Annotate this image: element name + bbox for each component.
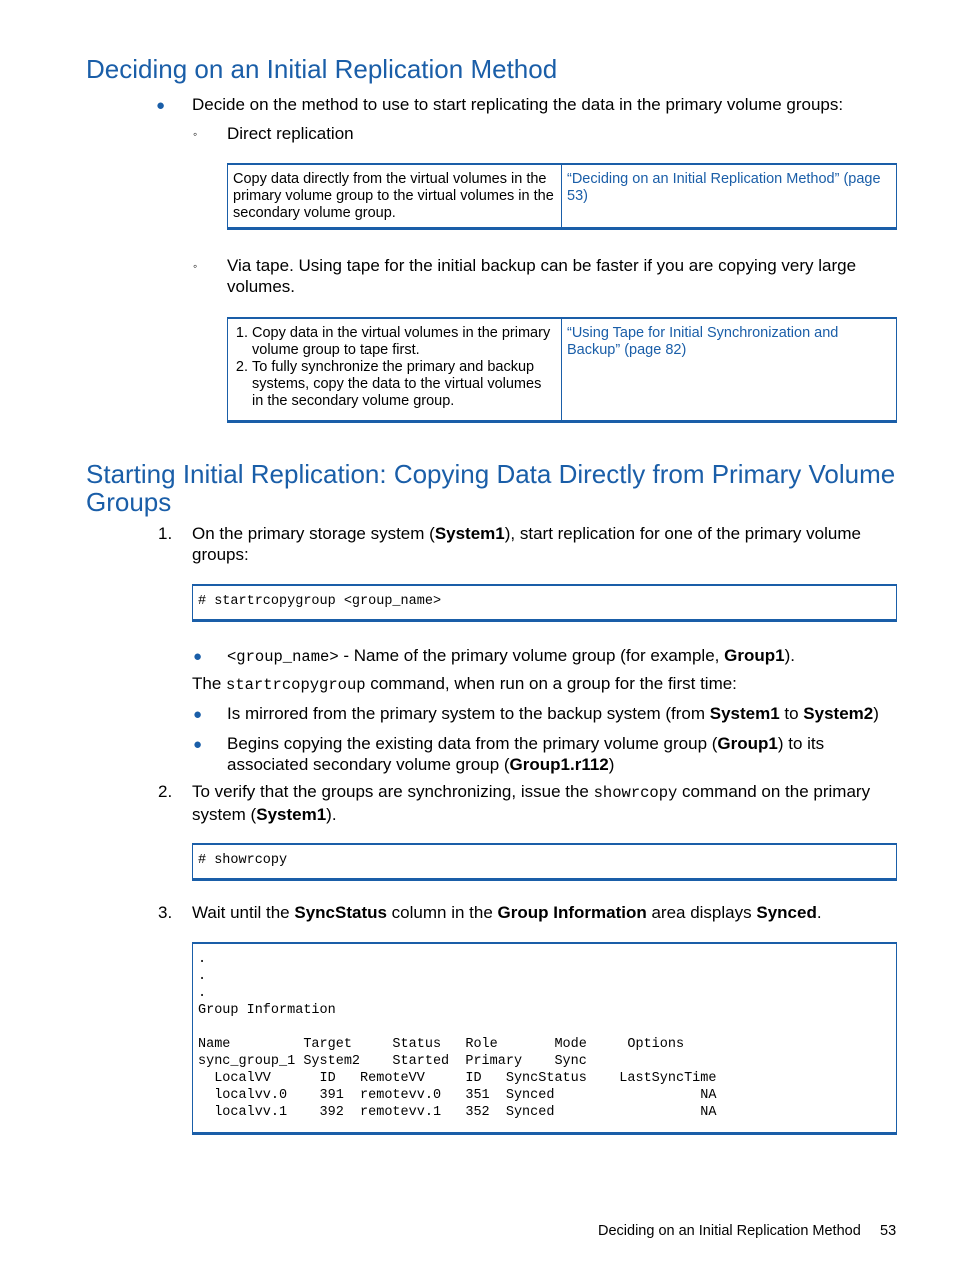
- table-cell: Copy data directly from the virtual volumes in the primary volume group to the virtual volumes in the secondary volume group.: [228, 165, 562, 227]
- tape-label: Via tape. Using tape for the initial backup can be faster if you are copying very large volumes.: [227, 256, 857, 296]
- direct-replication-label: Direct replication: [227, 124, 354, 143]
- circle-bullet-icon: ◦: [193, 259, 198, 273]
- code-block-output: . . . Group Information Name Target Status Role Mode Options sync_group_1 System2 Started Primary Sync LocalVV ID RemoteVV ID SyncStatus LastSyncTime localvv.0 391 remotevv.0 351 Synced NA localvv.1 392 remotevv.1 352 Synced NA: [192, 942, 897, 1135]
- page-number: 53: [880, 1223, 897, 1239]
- step-text: To verify that the groups are synchronizing, issue the showrcopy command on the primary system (System1).: [192, 782, 871, 824]
- code-block: # startrcopygroup <group_name>: [192, 584, 897, 622]
- bullet-icon: ●: [156, 97, 166, 114]
- direct-replication-table: [227, 163, 897, 230]
- section-heading: Deciding on an Initial Replication Method: [86, 54, 558, 84]
- bullet-icon: ●: [193, 706, 203, 723]
- bullet-text: Is mirrored from the primary system to the backup system (from System1 to System2): [227, 704, 879, 723]
- param-text: <group_name> - Name of the primary volume group (for example, Group1).: [227, 646, 795, 666]
- code-block: # showrcopy: [192, 843, 897, 881]
- cross-reference-link[interactable]: “Deciding on an Initial Replication Method” (page 53): [567, 171, 881, 204]
- step-text: On the primary storage system (System1), start replication for one of the primary volume groups:: [192, 524, 861, 564]
- step-number: 1.: [158, 524, 173, 543]
- section-heading: Starting Initial Replication: Copying Data Directly from Primary Volume Groups: [86, 459, 896, 517]
- list-item: 2. To fully synchronize the primary and backup systems, copy the data to the virtual volumes in the secondary volume group.: [252, 359, 556, 410]
- list-item: 1. Copy data in the virtual volumes in the primary volume group to tape first.: [252, 325, 556, 359]
- step-text: Wait until the SyncStatus column in the Group Information area displays Synced.: [192, 903, 822, 922]
- bullet-icon: ●: [193, 736, 203, 753]
- bullet-icon: ●: [193, 648, 203, 665]
- bullet-text: Decide on the method to use to start replicating the data in the primary volume groups:: [192, 95, 844, 114]
- tape-steps-list: [233, 325, 556, 410]
- step-number: 2.: [158, 782, 173, 801]
- circle-bullet-icon: ◦: [193, 127, 198, 141]
- cross-reference-link[interactable]: “Using Tape for Initial Synchronization and Backup” (page 82): [567, 325, 839, 358]
- tape-table: [227, 317, 897, 423]
- step-number: 3.: [158, 903, 173, 922]
- table-cell: [228, 319, 562, 420]
- command-description: The startrcopygroup command, when run on a group for the first time:: [192, 674, 737, 694]
- footer-title: Deciding on an Initial Replication Method: [598, 1223, 861, 1239]
- bullet-text: Begins copying the existing data from the primary volume group (Group1) to its associated secondary volume group (Group1.r112): [227, 734, 825, 774]
